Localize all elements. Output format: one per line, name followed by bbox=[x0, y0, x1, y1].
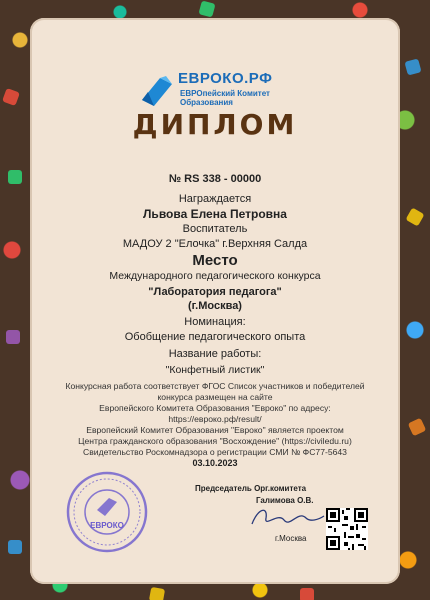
logo-icon bbox=[140, 74, 174, 108]
signature-scribble bbox=[248, 502, 328, 532]
decoration bbox=[8, 540, 22, 554]
decoration bbox=[405, 207, 424, 226]
decoration bbox=[149, 587, 165, 600]
diploma-number: № RS 338 - 00000 bbox=[168, 173, 262, 185]
decoration bbox=[404, 58, 421, 75]
place: Место bbox=[192, 252, 238, 269]
nomination: Обобщение педагогического опыта bbox=[124, 331, 306, 343]
signature-title: Председатель Орг.комитета bbox=[195, 484, 307, 493]
date: 03.10.2023 bbox=[192, 458, 238, 468]
contest-city: (г.Москва) bbox=[188, 300, 242, 312]
decoration bbox=[300, 588, 314, 600]
contest-name: "Лаборатория педагога" bbox=[148, 286, 282, 298]
contest-type: Международного педагогического конкурса bbox=[109, 270, 321, 282]
certificate-card bbox=[30, 18, 400, 584]
signature-city: г.Москва bbox=[275, 534, 307, 543]
awarded-label: Награждается bbox=[178, 193, 252, 205]
notes bbox=[30, 381, 400, 458]
work-title: "Конфетный листик" bbox=[165, 364, 265, 376]
svg-text:ЕВРОКО: ЕВРОКО bbox=[90, 521, 124, 530]
nomination-label: Номинация: bbox=[184, 316, 246, 328]
decoration bbox=[408, 418, 427, 437]
page-title: ДИПЛОМ bbox=[132, 108, 298, 141]
decoration bbox=[6, 330, 20, 344]
note-line: Европейский Комитет Образования "Евроко" является проектом bbox=[86, 425, 344, 435]
logo bbox=[30, 68, 400, 112]
logo-title: ЕВРОКО.РФ bbox=[178, 70, 273, 87]
decoration bbox=[198, 0, 215, 17]
note-line: Центра гражданского образования "Восхождение" (https://civiledu.ru) bbox=[78, 436, 352, 446]
logo-subtitle: ЕВРОпейский Комитет Образования bbox=[180, 89, 270, 107]
note-line: Конкурсная работа соответствует ФГОС Список участников и победителей bbox=[65, 381, 365, 391]
note-line: Европейского Комитета Образования "Евроко" по адресу: bbox=[99, 403, 331, 413]
work-label: Название работы: bbox=[168, 348, 262, 360]
decoration bbox=[2, 88, 20, 106]
seal-stamp bbox=[65, 470, 149, 554]
organization: МАДОУ 2 "Елочка" г.Верхняя Салда bbox=[122, 238, 308, 250]
recipient-name: Львова Елена Петровна bbox=[143, 207, 287, 221]
note-line: конкурса размещен на сайте bbox=[157, 392, 273, 402]
recipient-position: Воспитатель bbox=[182, 223, 248, 235]
note-line: Свидетельство Роскомнадзора о регистрации СМИ № ФС77-5643 bbox=[83, 447, 347, 457]
note-link[interactable]: https://евроко.рф/result/ bbox=[168, 414, 262, 424]
signature-name: Галимова О.В. bbox=[256, 496, 314, 505]
decoration bbox=[8, 170, 22, 184]
qr-code[interactable] bbox=[326, 508, 368, 550]
